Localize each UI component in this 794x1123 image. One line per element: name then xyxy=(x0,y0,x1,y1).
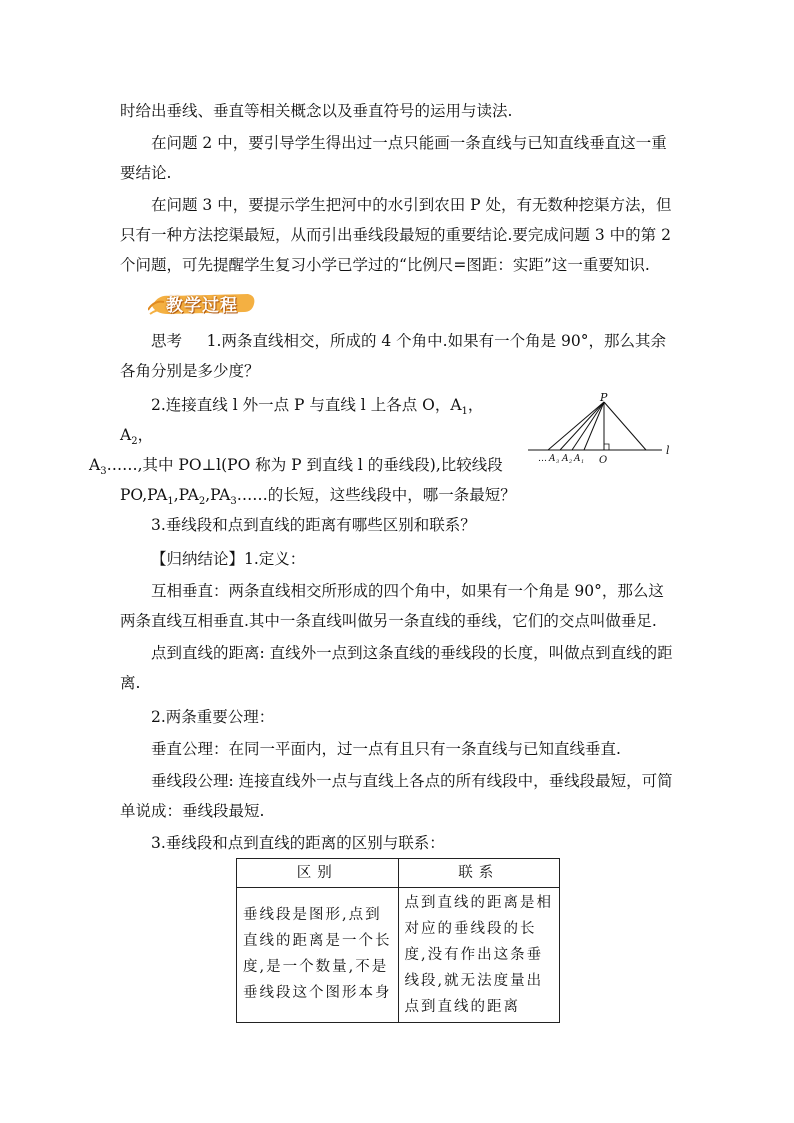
segment-pa3 xyxy=(560,402,604,450)
paragraph-problem-3: 在问题 3 中，要提示学生把河中的水引到农田 P 处，有无数种挖渠方法，但只有一种方法挖渠最短，从而引出垂线段最短的重要结论.要完成问题 3 中的第 2 个问题，可先提醒学生复习小学已学过的“比例尺=图距：实距”这一重要知识. xyxy=(120,196,672,274)
think-question-1 xyxy=(120,326,676,386)
segment-pa1 xyxy=(584,402,604,450)
q2-sub: 1 xyxy=(461,406,468,418)
label-a2-sub: 2 xyxy=(569,459,573,465)
q2-text-h: ……的长短，这些线段中，哪一条最短？ xyxy=(236,486,516,504)
table-row xyxy=(237,888,560,1023)
q2-text-a: 2.连接直线 l 外一点 P 与直线 l 上各点 O，A xyxy=(151,396,462,414)
q2-text-d: A xyxy=(89,456,101,474)
segment-right xyxy=(604,402,646,450)
paragraph-problem-2: 在问题 2 中，要引导学生得出过一点只能画一条直线与已知直线垂直这一重要结论. xyxy=(120,134,667,182)
segment-pa-far xyxy=(548,402,604,450)
definition-distance: 点到直线的距离: 直线外一点到这条直线的垂线段的长度，叫做点到直线的距离. xyxy=(120,644,673,692)
table-header-difference: 区别 xyxy=(237,859,399,888)
label-a3-sub: 3 xyxy=(556,459,560,465)
table-header-connection: 联系 xyxy=(398,859,560,888)
think-question-2 xyxy=(89,390,516,510)
paragraph-intro: 时给出垂线、垂直等相关概念以及垂直符号的运用与读法. xyxy=(120,102,513,120)
q2-text-g: ,PA xyxy=(205,486,231,504)
q2-sub: 2 xyxy=(198,496,206,508)
table-cell-connection: 点到直线的距离是相对应的垂线段的长度,没有作出这条垂线段,就无法度量出点到直线的距离 xyxy=(398,888,560,1023)
right-angle-mark xyxy=(604,444,609,450)
think-q1-text: 1.两条直线相交，所成的 4 个角中.如果有一个角是 90°，那么其余各角分别是多少度？ xyxy=(120,332,666,380)
definition-perpendicular: 互相垂直：两条直线相交所形成的四个角中，如果有一个角是 90°，那么这两条直线互相垂直.其中一条直线叫做另一条直线的垂线，它们的交点叫做垂足. xyxy=(120,582,664,630)
label-p: P xyxy=(600,392,608,404)
q2-sub: 2 xyxy=(131,436,138,448)
table-header-row xyxy=(237,859,560,888)
axiom-shortest-segment: 垂线段公理: 连接直线外一点与直线上各点的所有线段中，垂线段最短，可简单说成：垂线段最短. xyxy=(120,772,673,820)
q2-text-c: ， xyxy=(137,426,154,444)
perpendicular-figure xyxy=(528,392,674,466)
think-label: 思考 xyxy=(151,332,183,350)
think-question-3: 3.垂线段和点到直线的距离有哪些区别和联系？ xyxy=(151,516,476,534)
q2-text-b: ，A xyxy=(120,396,484,444)
q2-sub: 3 xyxy=(230,496,237,508)
label-a2: A xyxy=(562,454,569,464)
q2-sub: 3 xyxy=(100,466,107,478)
table-cell-difference: 垂线段是图形,点到直线的距离是一个长度,是一个数量,不是垂线段这个图形本身 xyxy=(237,888,399,1023)
label-a1-sub: 1 xyxy=(581,459,585,465)
q2-text-f: ,PA xyxy=(173,486,199,504)
label-o: O xyxy=(599,455,608,466)
axiom-perpendicular: 垂直公理：在同一平面内，过一点有且只有一条直线与已知直线垂直. xyxy=(151,740,621,758)
axioms-heading: 2.两条重要公理： xyxy=(151,708,275,726)
q2-sub: 1 xyxy=(167,496,174,508)
label-a3: A xyxy=(549,454,556,464)
segment-pa2 xyxy=(572,402,604,450)
label-a1: A xyxy=(574,454,581,464)
label-dots: … xyxy=(538,454,547,464)
summary-heading: 【归纳结论】1.定义： xyxy=(151,550,306,568)
difference-heading: 3.垂线段和点到直线的距离的区别与联系： xyxy=(151,834,445,852)
label-l: l xyxy=(666,444,670,457)
banner-title: 教学过程 xyxy=(166,296,238,316)
q2-text-e: ……,其中 PO⊥l(PO 称为 P 到直线 l 的垂线段),比较线段 PO,PA xyxy=(106,456,503,504)
comparison-table xyxy=(236,858,560,1023)
section-banner xyxy=(148,290,258,316)
